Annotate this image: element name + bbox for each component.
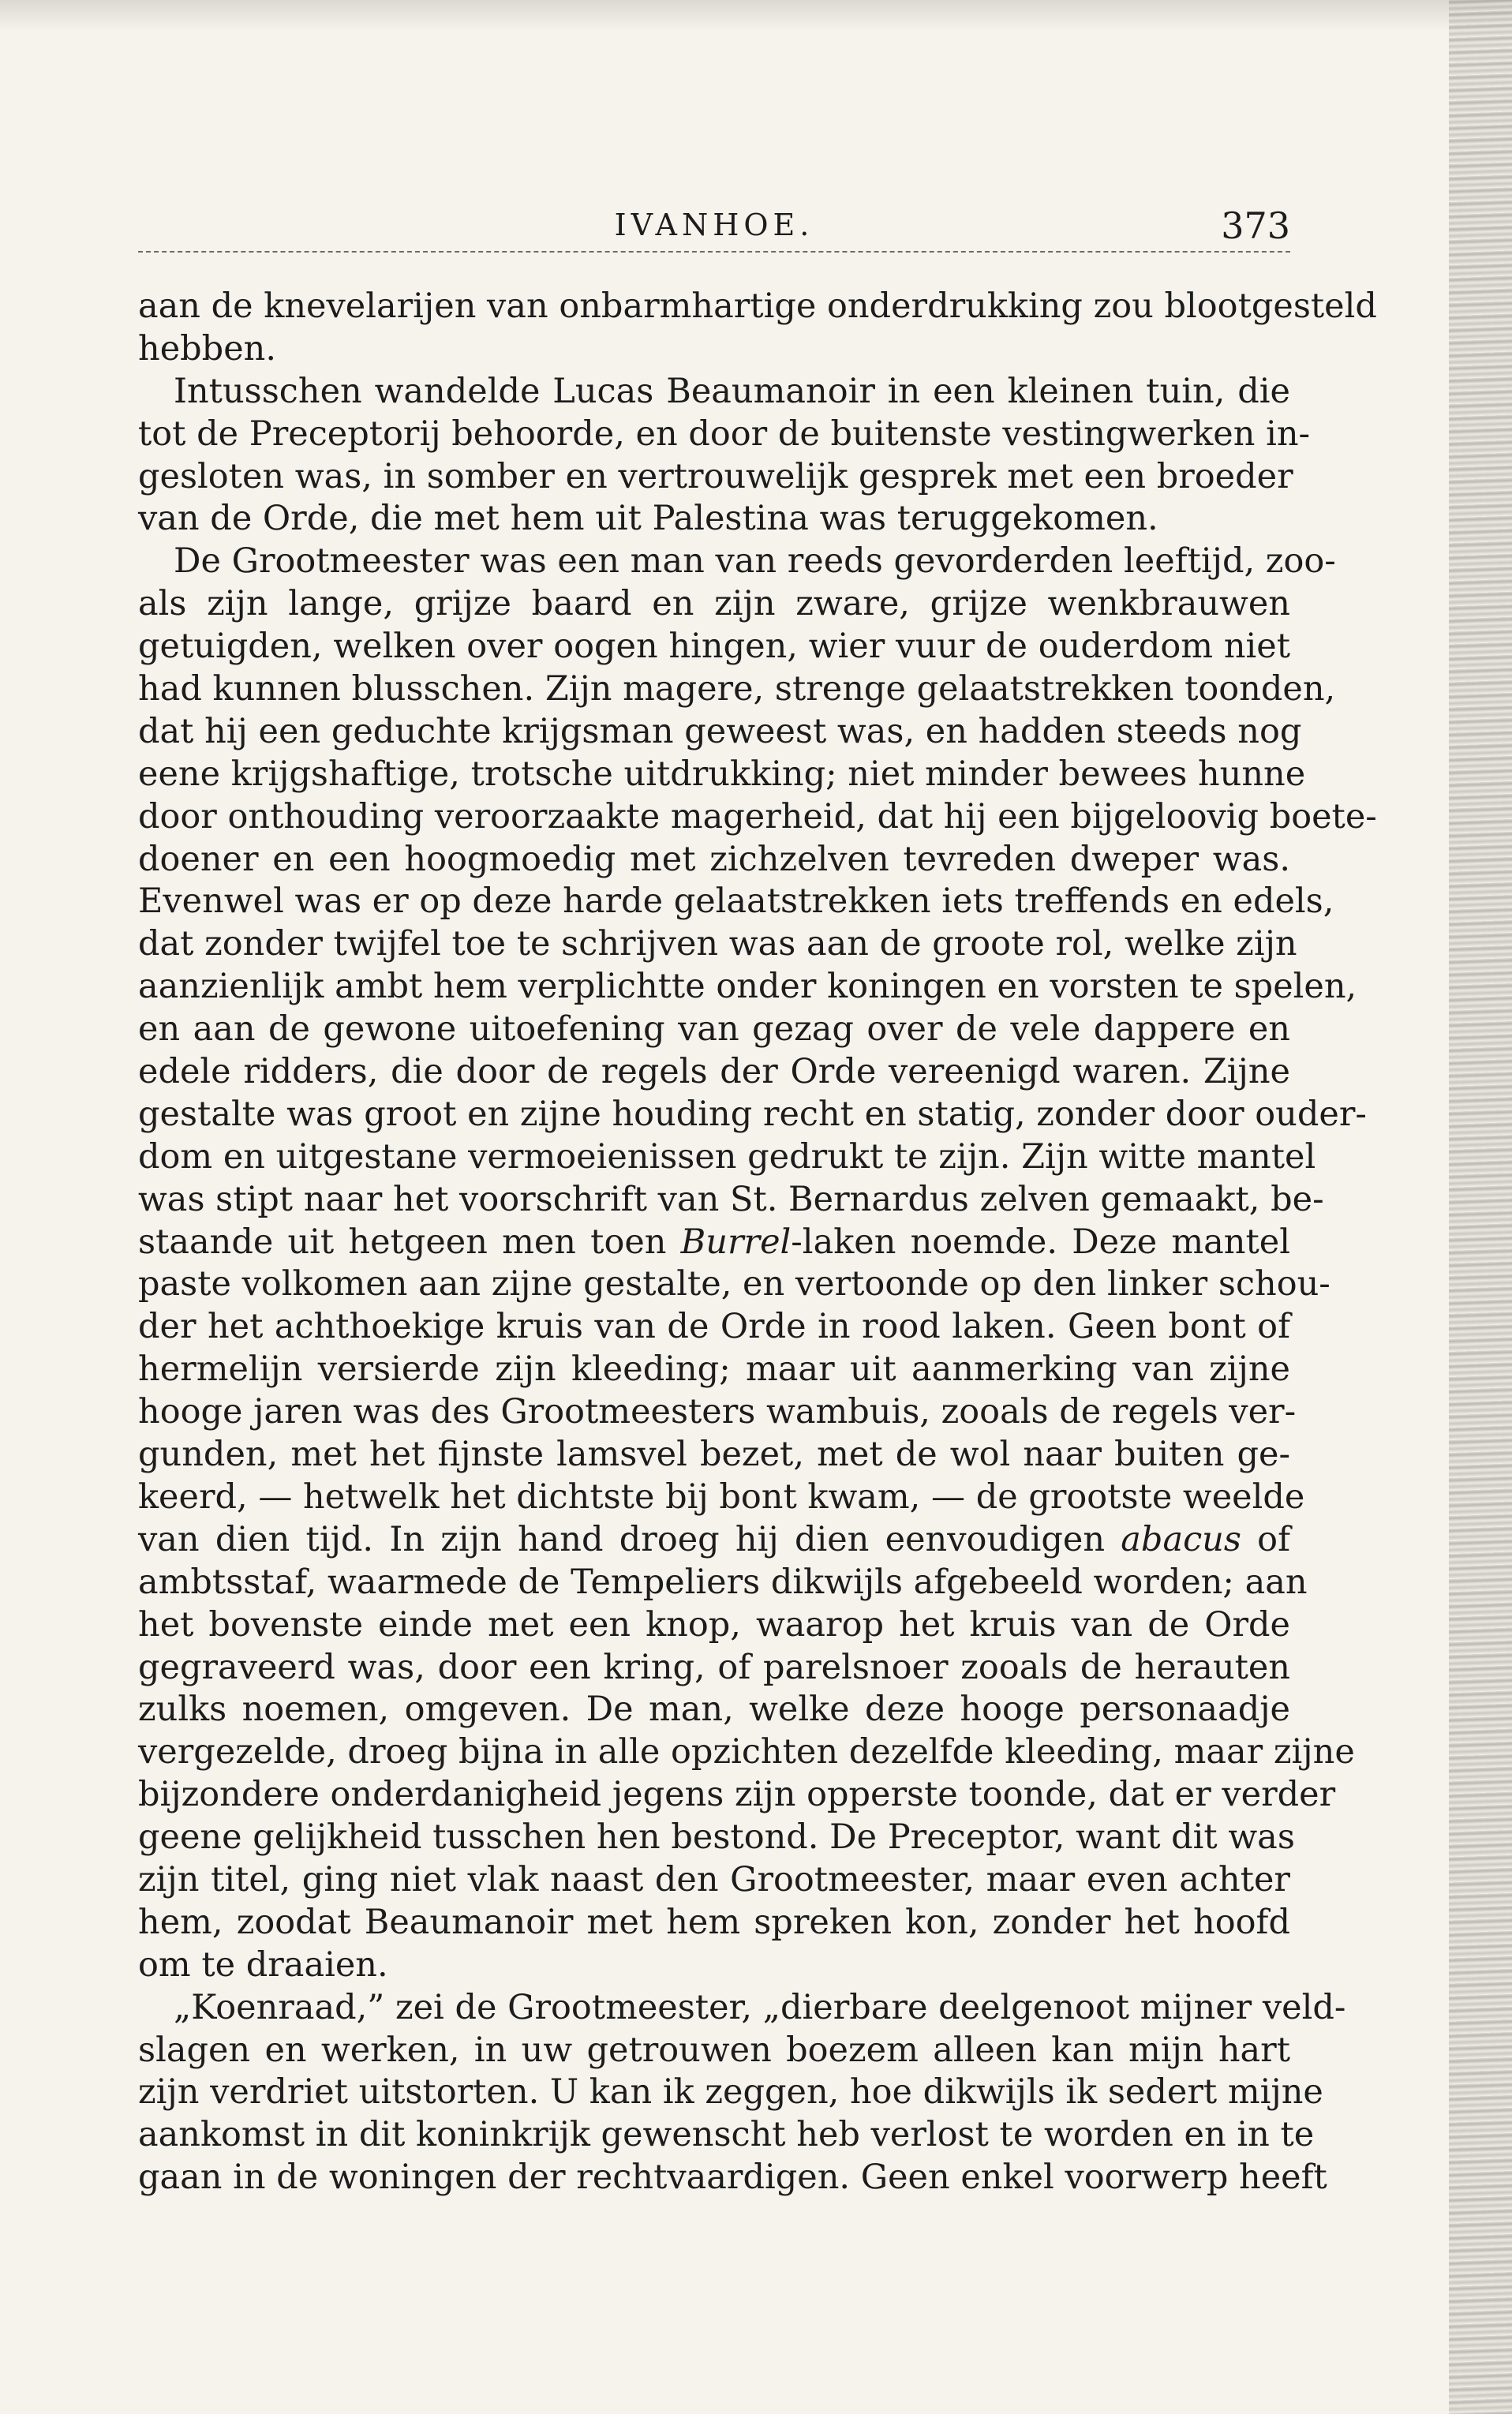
text-line: doener en een hoogmoedig met zichzelven tevreden dweper was. bbox=[138, 839, 1290, 879]
text-line: gaan in de woningen der rechtvaardigen. Geen enkel voorwerp heeft bbox=[138, 2158, 1327, 2198]
page-number: 373 bbox=[1221, 204, 1290, 247]
text-line: hermelijn versierde zijn kleeding; maar uit aanmerking van zijne bbox=[138, 1349, 1290, 1390]
text-segment: van dien tijd. In zijn hand droeg hij dien eenvoudigen bbox=[138, 1519, 1121, 1559]
text-line: keerd, — hetwelk het dichtste bij bont kwam, — de grootste weelde bbox=[138, 1476, 1305, 1517]
page-edge-shadow bbox=[1449, 0, 1512, 2414]
text-line-with-italic bbox=[138, 1222, 1290, 1264]
text-line: zijn titel, ging niet vlak naast den Grootmeester, maar even achter bbox=[138, 1859, 1290, 1899]
text-line: geene gelijkheid tusschen hen bestond. De Preceptor, want dit was bbox=[138, 1817, 1295, 1858]
text-line: Evenwel was er op deze harde gelaatstrekken iets treffends en edels, bbox=[138, 881, 1334, 922]
text-line: gegraveerd was, door een kring, of parelsnoer zooals de herauten bbox=[138, 1647, 1290, 1687]
italic-term-burrel: Burrel bbox=[680, 1222, 792, 1262]
text-line: door onthouding veroorzaakte magerheid, dat hij een bijgeloovig boete- bbox=[138, 796, 1377, 836]
text-line: hooge jaren was des Grootmeesters wambuis, zooals de regels ver- bbox=[138, 1392, 1297, 1432]
text-line: het bovenste einde met een knop, waarop het kruis van de Orde bbox=[138, 1604, 1290, 1645]
text-line: was stipt naar het voorschrift van St. Bernardus zelven gemaakt, be- bbox=[138, 1179, 1324, 1219]
paragraph-start-line: Intusschen wandelde Lucas Beaumanoir in een kleinen tuin, die bbox=[174, 371, 1290, 411]
text-line: getuigden, welken over oogen hingen, wier vuur de ouderdom niet bbox=[138, 627, 1290, 667]
text-line: om te draaien. bbox=[138, 1944, 388, 1985]
text-segment: of bbox=[1241, 1519, 1290, 1559]
text-line: en aan de gewone uitoefening van gezag over de vele dappere en bbox=[138, 1009, 1290, 1050]
text-line: hebben. bbox=[138, 328, 277, 369]
text-line: dat hij een geduchte krijgsman geweest was, en hadden steeds nog bbox=[138, 711, 1302, 751]
text-line: vergezelde, droeg bijna in alle opzichten dezelfde kleeding, maar zijne bbox=[138, 1732, 1355, 1772]
italic-term-abacus: abacus bbox=[1121, 1519, 1241, 1559]
running-title: IVANHOE. bbox=[614, 208, 814, 242]
text-line-with-italic bbox=[138, 1519, 1290, 1562]
text-line: gestalte was groot en zijne houding recht en statig, zonder door ouder- bbox=[138, 1094, 1367, 1134]
text-line: slagen en werken, in uw getrouwen boezem alleen kan mijn hart bbox=[138, 2030, 1290, 2070]
text-segment: staande uit hetgeen men toen bbox=[138, 1222, 681, 1262]
running-header bbox=[138, 201, 1290, 256]
text-line: ambtsstaf, waarmede de Tempeliers dikwijls afgebeeld worden; aan bbox=[138, 1562, 1308, 1602]
paragraph-start-line: De Grootmeester was een man van reeds gevorderden leeftijd, zoo- bbox=[174, 541, 1336, 582]
text-line: der het achthoekige kruis van de Orde in rood laken. Geen bont of bbox=[138, 1307, 1290, 1347]
text-line: edele ridders, die door de regels der Orde vereenigd waren. Zijne bbox=[138, 1052, 1290, 1092]
text-line: dat zonder twijfel toe te schrijven was aan de groote rol, welke zijn bbox=[138, 924, 1297, 964]
text-line: zijn verdriet uitstorten. U kan ik zeggen, hoe dikwijls ik sedert mijne bbox=[138, 2072, 1323, 2113]
text-line: eene krijgshaftige, trotsche uitdrukking; niet minder bewees hunne bbox=[138, 754, 1306, 794]
text-line: als zijn lange, grijze baard en zijn zware, grijze wenkbrauwen bbox=[138, 584, 1290, 624]
text-line: zulks noemen, omgeven. De man, welke deze hooge personaadje bbox=[138, 1690, 1290, 1730]
text-line: had kunnen blusschen. Zijn magere, strenge gelaatstrekken toonden, bbox=[138, 669, 1336, 709]
text-segment: -laken noemde. Deze mantel bbox=[791, 1222, 1290, 1262]
text-line: tot de Preceptorij behoorde, en door de buitenste vestingwerken in- bbox=[138, 414, 1311, 454]
scan-top-shadow bbox=[0, 0, 1512, 32]
text-line: aankomst in dit koninkrijk gewenscht heb verlost te worden en in te bbox=[138, 2115, 1315, 2155]
header-rule bbox=[138, 251, 1290, 253]
text-line: aanzienlijk ambt hem verplichtte onder koningen en vorsten te spelen, bbox=[138, 967, 1357, 1007]
text-line: gunden, met het fijnste lamsvel bezet, met de wol naar buiten ge- bbox=[138, 1435, 1290, 1475]
text-line: paste volkomen aan zijne gestalte, en vertoonde op den linker schou- bbox=[138, 1264, 1330, 1304]
text-line: hem, zoodat Beaumanoir met hem spreken kon, zonder het hoofd bbox=[138, 1902, 1290, 1942]
text-line: dom en uitgestane vermoeienissen gedrukt te zijn. Zijn witte mantel bbox=[138, 1136, 1316, 1177]
paragraph-start-line: „Koenraad,” zei de Grootmeester, „dierbare deelgenoot mijner veld- bbox=[174, 1987, 1346, 2027]
body-text bbox=[138, 286, 1377, 2199]
text-line: bijzondere onderdanigheid jegens zijn opperste toonde, dat er verder bbox=[138, 1775, 1336, 1815]
text-line: van de Orde, die met hem uit Palestina was teruggekomen. bbox=[138, 499, 1158, 539]
text-line: gesloten was, in somber en vertrouwelijk gesprek met een broeder bbox=[138, 456, 1293, 496]
text-line: aan de knevelarijen van onbarmhartige onderdrukking zou blootgesteld bbox=[138, 286, 1377, 326]
